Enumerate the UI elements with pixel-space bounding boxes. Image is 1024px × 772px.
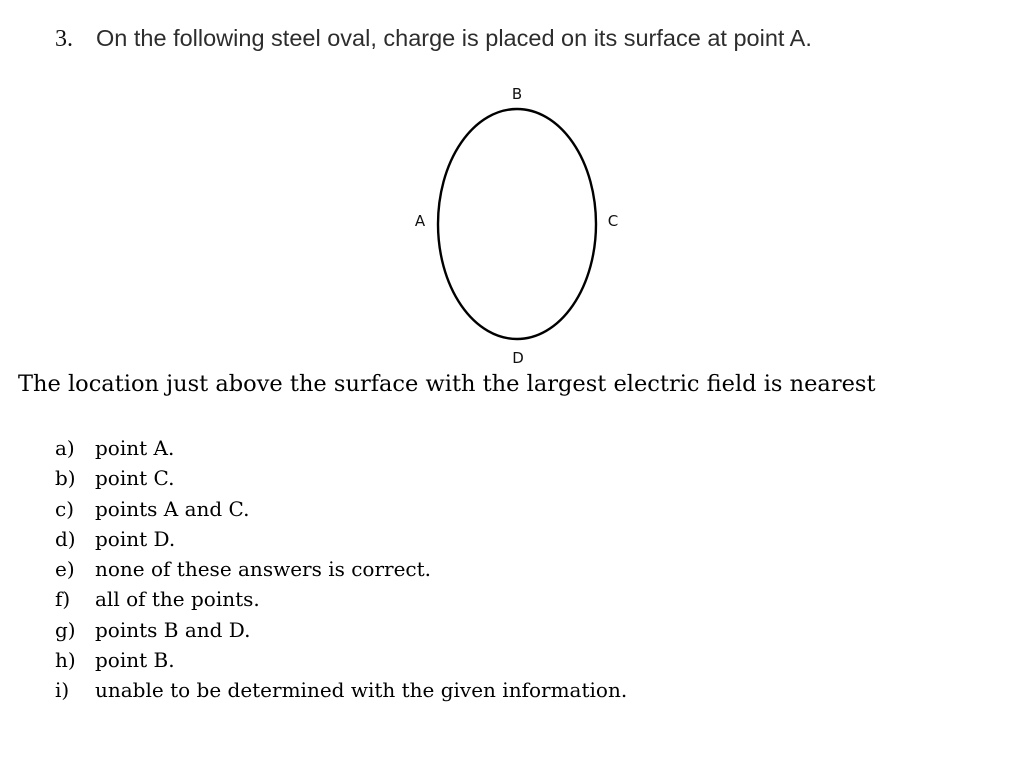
option-text: point C. [95,466,175,491]
option-e [55,554,627,584]
question-number: 3. [55,26,73,52]
point-d-label: D [512,349,524,367]
question-stem: The location just above the surface with the largest electric field is nearest [18,371,876,397]
option-i [55,675,627,705]
option-letter: a) [55,436,75,460]
option-letter: h) [55,648,76,673]
option-letter: g) [55,617,76,642]
option-letter: c) [55,496,75,521]
steel-oval-diagram [400,80,640,370]
option-text: points A and C. [95,496,250,521]
option-b [55,463,627,493]
option-d [55,524,627,554]
point-c-label: C [607,212,619,230]
option-g [55,615,627,645]
steel-oval [438,109,596,339]
option-h [55,645,627,675]
point-a-label: A [414,212,426,230]
option-text: unable to be determined with the given information. [95,678,628,703]
option-letter: i) [55,678,70,703]
option-a [55,433,627,463]
option-text: point B. [95,648,175,673]
option-letter: d) [55,526,76,551]
option-text: point D. [95,526,176,551]
option-letter: e) [55,557,75,582]
question-text: On the following steel oval, charge is placed on its surface at point A. [96,25,812,51]
point-b-label: B [511,85,523,103]
option-text: none of these answers is correct. [95,557,432,582]
answer-options [55,433,627,706]
option-text: point A. [95,436,175,460]
option-letter: f) [55,587,71,612]
option-f [55,584,627,614]
option-text: points B and D. [95,617,251,642]
option-c [55,494,627,524]
option-text: all of the points. [95,587,260,612]
option-letter: b) [55,466,76,491]
